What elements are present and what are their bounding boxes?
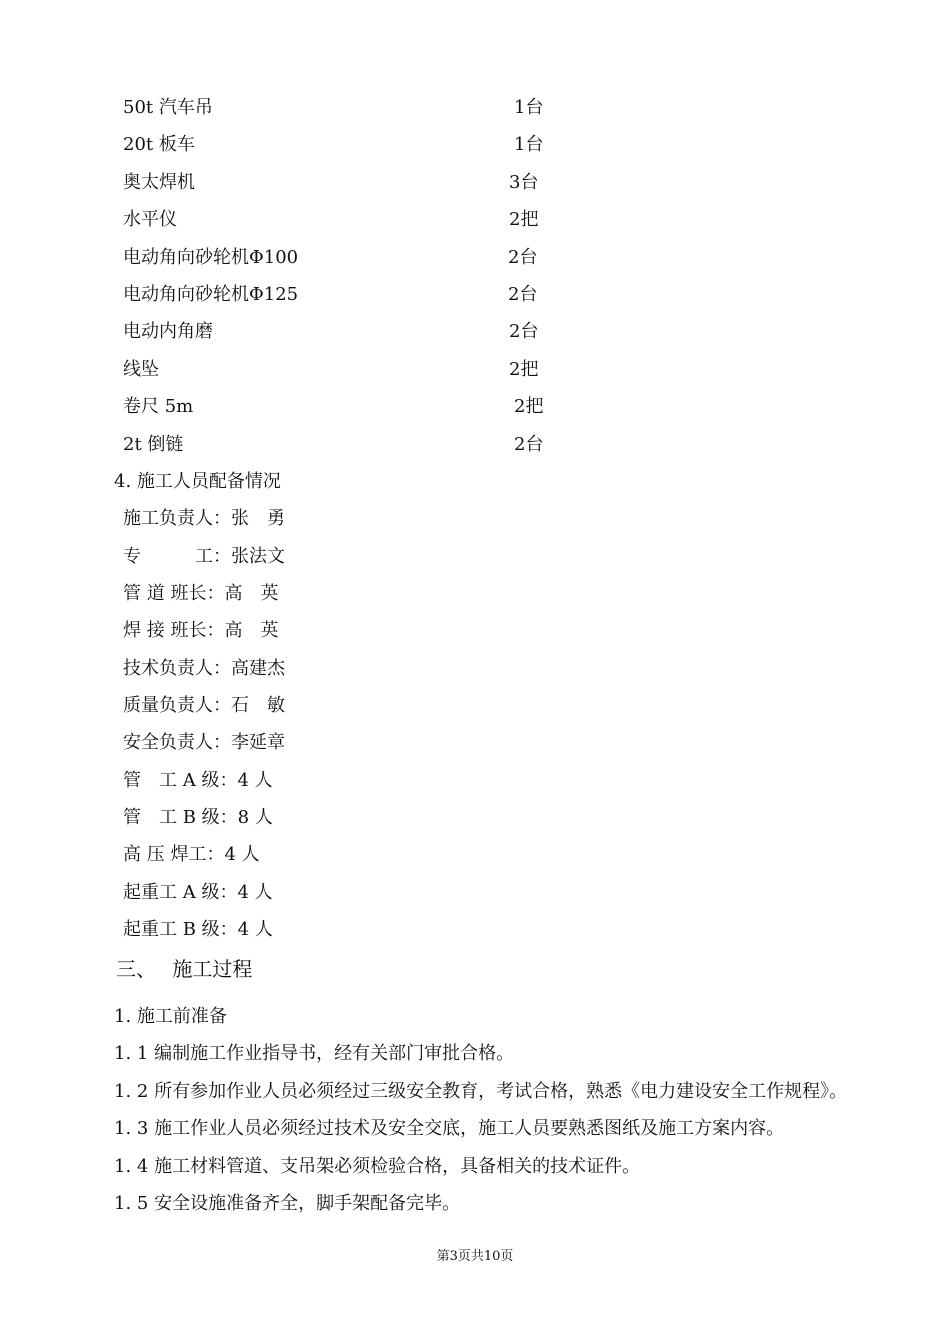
page-footer: 第3页共10页 — [436, 1249, 514, 1264]
staff-entry: 焊 接 班长：高 英 — [123, 620, 279, 641]
staff-entry: 施工负责人：张 勇 — [123, 508, 285, 529]
staff-entry: 管 工 B 级：8 人 — [123, 807, 273, 828]
section-title: 三、 施工过程 — [116, 957, 253, 981]
equipment-qty: 3台 — [509, 172, 539, 193]
equipment-name: 水平仪 — [123, 209, 177, 230]
staff-entry: 高 压 焊工：4 人 — [123, 844, 260, 865]
equipment-name: 20t 板车 — [123, 134, 195, 155]
equipment-name: 2t 倒链 — [123, 434, 184, 455]
staff-heading: 4. 施工人员配备情况 — [114, 471, 281, 492]
staff-entry: 专 工：张法文 — [123, 546, 285, 567]
prep-item: 1. 1 编制施工作业指导书，经有关部门审批合格。 — [114, 1043, 515, 1064]
equipment-name: 电动角向砂轮机Φ125 — [123, 284, 299, 305]
equipment-qty: 2把 — [509, 209, 539, 230]
equipment-name: 线坠 — [123, 359, 159, 380]
staff-entry: 技术负责人：高建杰 — [123, 658, 285, 679]
staff-entry: 起重工 A 级：4 人 — [123, 882, 273, 903]
equipment-name: 电动角向砂轮机Φ100 — [123, 247, 299, 268]
prep-heading: 1. 施工前准备 — [114, 1006, 227, 1027]
equipment-qty: 2把 — [509, 359, 539, 380]
staff-entry: 管 工 A 级：4 人 — [123, 770, 273, 791]
equipment-qty: 1台 — [514, 134, 544, 155]
equipment-name: 卷尺 5m — [123, 396, 194, 417]
staff-entry: 质量负责人：石 敏 — [123, 695, 285, 716]
prep-item: 1. 3 施工作业人员必须经过技术及安全交底，施工人员要熟悉图纸及施工方案内容。 — [114, 1118, 785, 1139]
equipment-qty: 2台 — [508, 247, 538, 268]
equipment-qty: 2台 — [508, 284, 538, 305]
equipment-qty: 2把 — [514, 396, 544, 417]
staff-entry: 起重工 B 级：4 人 — [123, 919, 273, 940]
equipment-qty: 2台 — [509, 321, 539, 342]
equipment-name: 奥太焊机 — [123, 172, 195, 193]
prep-item: 1. 5 安全设施准备齐全，脚手架配备完毕。 — [114, 1193, 461, 1214]
staff-entry: 管 道 班长：高 英 — [123, 583, 279, 604]
equipment-name: 电动内角磨 — [123, 321, 213, 342]
staff-entry: 安全负责人：李延章 — [123, 732, 285, 753]
prep-item: 1. 2 所有参加作业人员必须经过三级安全教育，考试合格，熟悉《电力建设安全工作规程》。 — [114, 1081, 848, 1102]
equipment-qty: 1台 — [514, 97, 544, 118]
prep-item: 1. 4 施工材料管道、支吊架必须检验合格，具备相关的技术证件。 — [114, 1156, 641, 1177]
equipment-name: 50t 汽车吊 — [123, 97, 213, 118]
equipment-qty: 2台 — [514, 434, 544, 455]
